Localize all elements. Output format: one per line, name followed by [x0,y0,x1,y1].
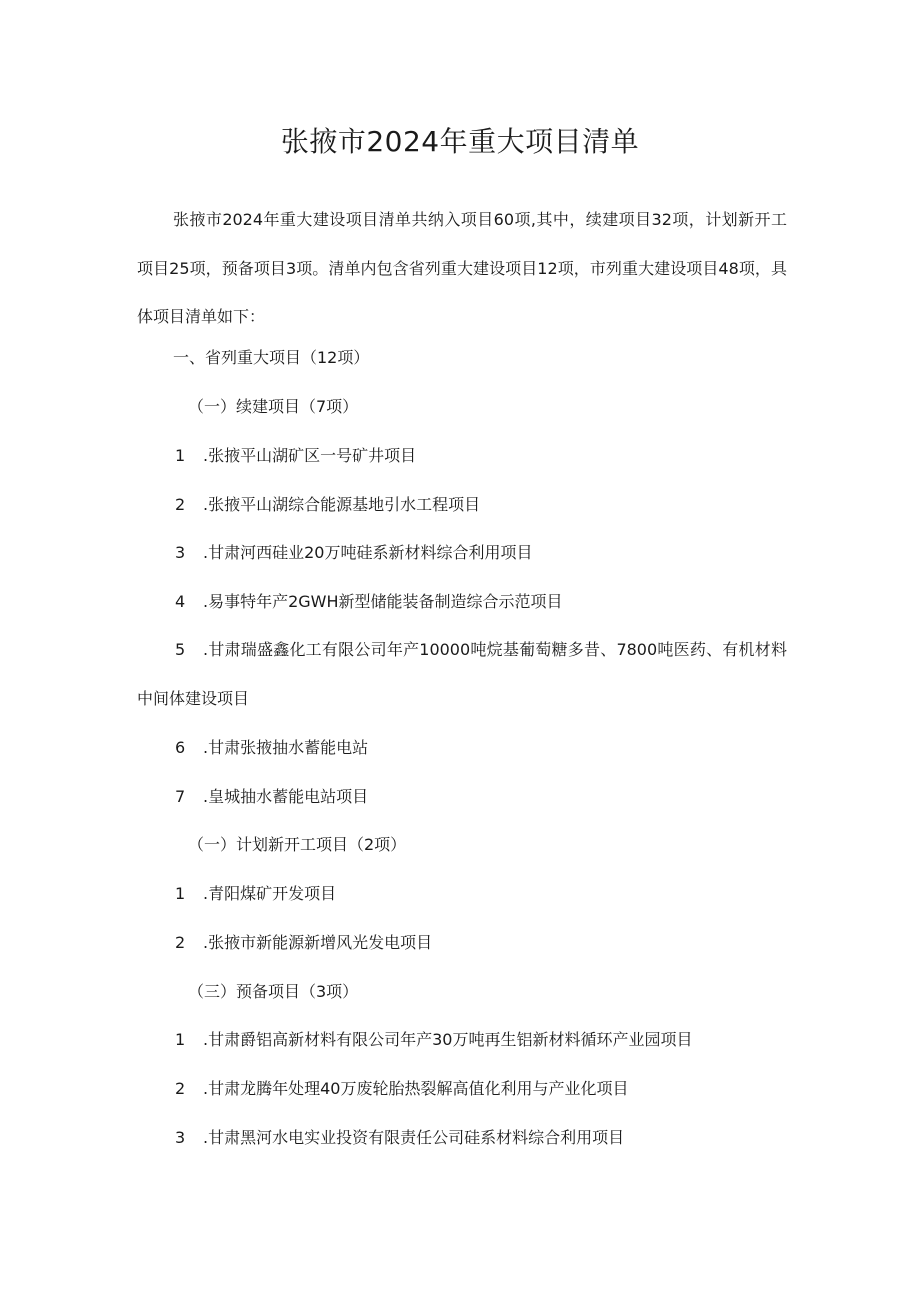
list-item [175,444,416,468]
subsection-heading-reserve: （三）预备项目（3项） [188,982,359,1001]
item-text: .甘肃瑞盛鑫化工有限公司年产10000吨烷基葡萄糖多昔、7800吨医药、有机材料中间体建设项目 [137,640,787,708]
item-text: .皇城抽水蓄能电站项目 [203,787,369,806]
list-item [175,590,563,614]
item-text: .甘肃爵铝高新材料有限公司年产30万吨再生铝新材料循环产业园项目 [203,1030,693,1049]
item-number: 2 [175,1079,186,1098]
item-text: .甘肃黑河水电实业投资有限责任公司硅系材料综合利用项目 [203,1128,625,1147]
item-number: 3 [175,543,186,562]
list-item [175,1028,692,1052]
section-heading: 一、省列重大项目（12项） [173,348,370,367]
item-text: .甘肃河西硅业20万吨硅系新材料综合利用项目 [203,543,533,562]
list-item [175,931,432,955]
item-text: .张掖平山湖综合能源基地引水工程项目 [203,495,481,514]
item-number: 1 [175,1030,186,1049]
item-number: 5 [175,640,186,659]
item-number: 1 [175,446,186,465]
list-item [175,493,480,517]
item-text: .青阳煤矿开发项目 [203,884,337,903]
item-number: 7 [175,787,186,806]
list-item [175,1077,628,1101]
item-text: .甘肃张掖抽水蓄能电站 [203,738,369,757]
item-number: 4 [175,592,186,611]
item-number: 3 [175,1128,186,1147]
list-item [175,541,532,565]
item-number: 1 [175,884,186,903]
list-item [175,785,368,809]
item-number: 2 [175,933,186,952]
list-item [175,1126,624,1150]
page-title: 张掖市2024年重大项目清单 [280,125,640,158]
item-text: .张掖平山湖矿区一号矿井项目 [203,446,417,465]
list-item [175,882,336,906]
item-text: .易事特年产2GWH新型储能装备制造综合示范项目 [203,592,563,611]
intro-paragraph: 张掖市2024年重大建设项目清单共纳入项目60项,其中，续建项目32项，计划新开工项目25项，预备项目3项。清单内包含省列重大建设项目12项，市列重大建设项目48项，具体项目清单如下： [137,210,787,326]
subsection-heading-continuing: （一）续建项目（7项） [188,397,359,416]
item-number: 2 [175,495,186,514]
list-item [137,626,787,723]
list-item [175,736,368,760]
item-text: .甘肃龙腾年处理40万废轮胎热裂解高值化利用与产业化项目 [203,1079,629,1098]
item-number: 6 [175,738,186,757]
subsection-heading-new: （一）计划新开工项目（2项） [188,835,407,854]
item-text: .张掖市新能源新增风光发电项目 [203,933,433,952]
